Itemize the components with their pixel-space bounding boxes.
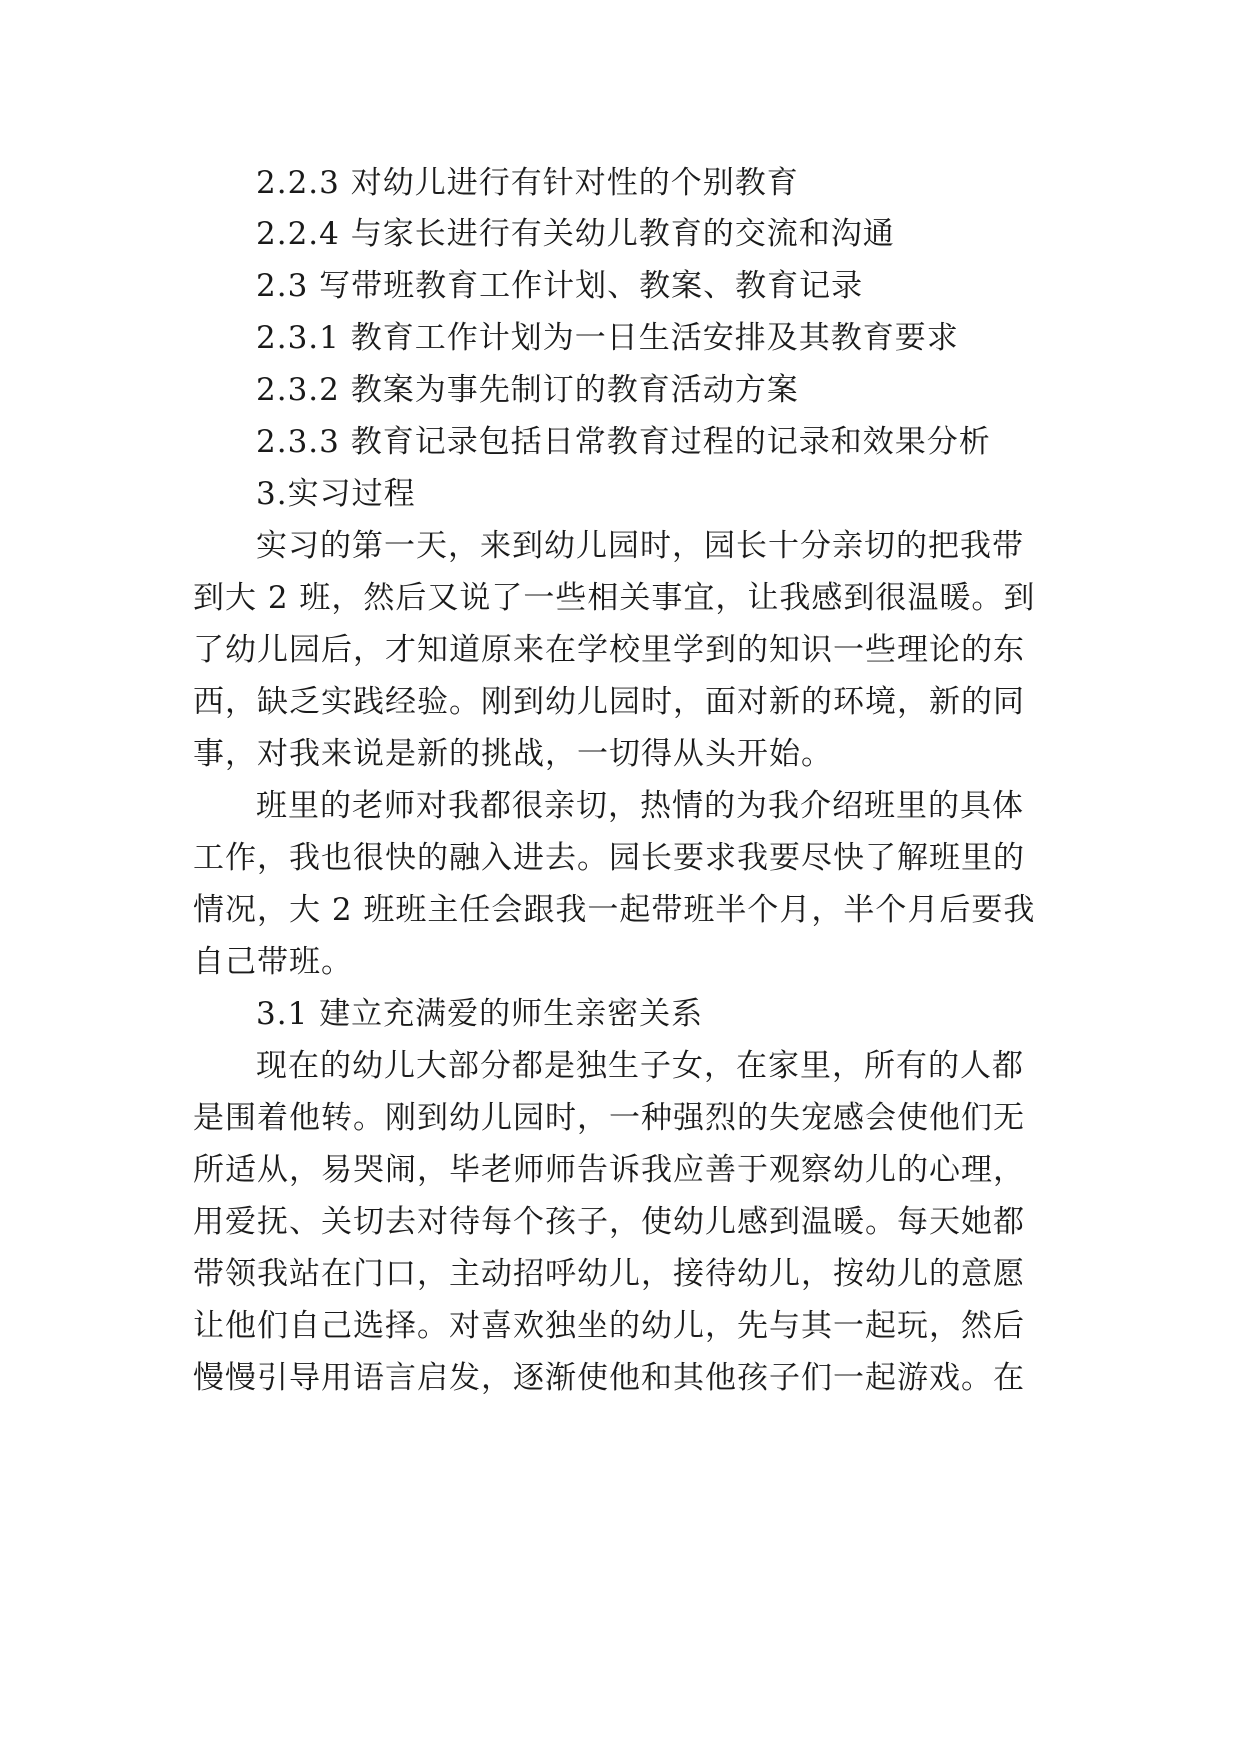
text-line: 2.3.1 教育工作计划为一日生活安排及其教育要求	[256, 320, 959, 356]
text-line: 2.3.2 教案为事先制订的教育活动方案	[256, 372, 799, 408]
section-heading: 3.1 建立充满爱的师生亲密关系	[256, 996, 704, 1032]
text-line: 实习的第一天，来到幼儿园时，园长十分亲切的把我带	[256, 528, 1024, 564]
text-line: 到大 2 班，然后又说了一些相关事宜，让我感到很温暖。到	[193, 580, 1036, 616]
text-line: 2.3.3 教育记录包括日常教育过程的记录和效果分析	[256, 424, 991, 460]
text-line: 是围着他转。刚到幼儿园时，一种强烈的失宠感会使他们无	[193, 1100, 1025, 1136]
text-line: 情况，大 2 班班主任会跟我一起带班半个月，半个月后要我	[193, 892, 1036, 928]
text-line: 现在的幼儿大部分都是独生子女，在家里，所有的人都	[256, 1048, 1024, 1084]
text-line: 了幼儿园后，才知道原来在学校里学到的知识一些理论的东	[193, 632, 1025, 668]
text-line: 用爱抚、关切去对待每个孩子，使幼儿感到温暖。每天她都	[193, 1204, 1025, 1240]
text-line: 班里的老师对我都很亲切，热情的为我介绍班里的具体	[256, 788, 1024, 824]
text-line: 2.2.3 对幼儿进行有针对性的个别教育	[256, 165, 799, 201]
text-line: 慢慢引导用语言启发，逐渐使他和其他孩子们一起游戏。在	[193, 1360, 1025, 1396]
text-line: 事，对我来说是新的挑战，一切得从头开始。	[193, 736, 833, 772]
text-line: 让他们自己选择。对喜欢独坐的幼儿，先与其一起玩，然后	[193, 1308, 1025, 1344]
text-line: 自己带班。	[193, 944, 353, 980]
text-line: 2.2.4 与家长进行有关幼儿教育的交流和沟通	[256, 216, 895, 252]
text-line: 工作，我也很快的融入进去。园长要求我要尽快了解班里的	[193, 840, 1025, 876]
text-line: 2.3 写带班教育工作计划、教案、教育记录	[256, 268, 864, 304]
text-line: 所适从，易哭闹，毕老师师告诉我应善于观察幼儿的心理，	[193, 1152, 1025, 1188]
section-heading: 3.实习过程	[256, 476, 416, 512]
text-line: 西，缺乏实践经验。刚到幼儿园时，面对新的环境，新的同	[193, 684, 1025, 720]
text-line: 带领我站在门口，主动招呼幼儿，接待幼儿，按幼儿的意愿	[193, 1256, 1025, 1292]
